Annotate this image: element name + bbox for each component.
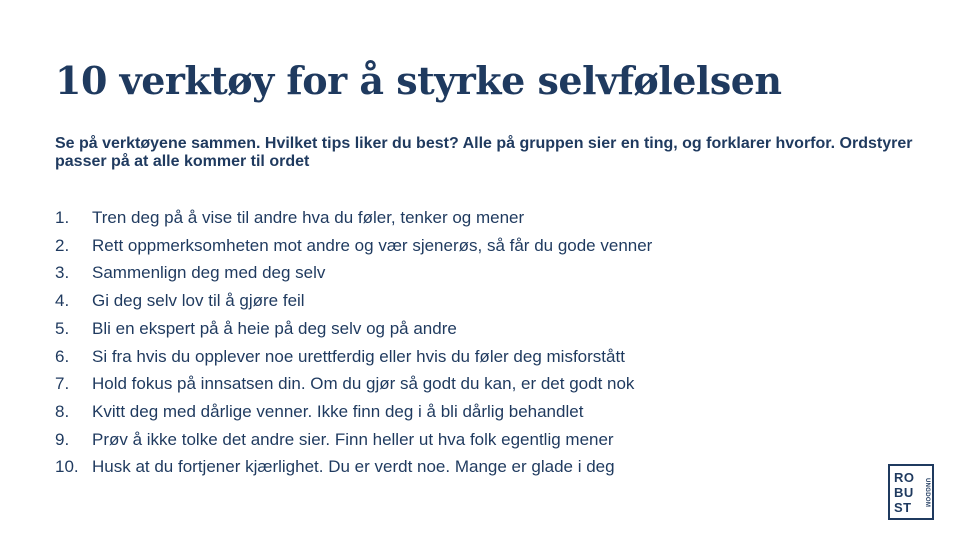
- list-item-text: Husk at du fortjener kjærlighet. Du er verdt noe. Mange er glade i deg: [92, 457, 615, 477]
- list-item-number: 10.: [55, 457, 79, 477]
- list-item-number: 1.: [55, 208, 70, 227]
- list-item: [55, 287, 652, 315]
- list-item-number: 5.: [55, 318, 70, 338]
- slide-intro: Se på verktøyene sammen. Hvilket tips liker du best? Alle på gruppen sier en ting, og forklarer hvorfor. Ordstyrer passer på at alle kommer til ordet: [55, 135, 913, 170]
- list-item-text: Hold fokus på innsatsen din. Om du gjør så godt du kan, er det godt nok: [92, 374, 635, 394]
- logo-side-text: UNGDOM: [924, 478, 930, 508]
- logo-line: RO: [894, 469, 915, 485]
- slide-title: 10 verktøy for å styrke selvfølelsen: [55, 58, 782, 103]
- list-item-text: Bli en ekspert på å heie på deg selv og på andre: [92, 318, 457, 338]
- list-item-number: 4.: [55, 291, 70, 311]
- list-item-text: Rett oppmerksomheten mot andre og vær sjenerøs, så får du gode venner: [92, 235, 653, 255]
- list-item: [55, 426, 652, 454]
- list-item: [55, 398, 652, 426]
- list-item: [55, 453, 652, 481]
- list-item-number: 7.: [55, 374, 70, 394]
- list-item-text: Sammenlign deg med deg selv: [92, 263, 326, 283]
- list-item-text: Tren deg på å vise til andre hva du føler, tenker og mener: [92, 208, 525, 227]
- logo-line: BU: [894, 484, 914, 500]
- list-item-number: 9.: [55, 429, 70, 449]
- logo-line: ST: [894, 499, 912, 515]
- list-item-text: Prøv å ikke tolke det andre sier. Finn heller ut hva folk egentlig mener: [92, 429, 614, 449]
- list-item-number: 8.: [55, 401, 70, 421]
- logo-letters: [894, 470, 915, 515]
- robust-logo: [888, 464, 934, 520]
- list-item-text: Si fra hvis du opplever noe urettferdig eller hvis du føler deg misforstått: [92, 346, 625, 366]
- list-item: [55, 343, 652, 371]
- list-item: [55, 259, 652, 287]
- list-item-text: Gi deg selv lov til å gjøre feil: [92, 291, 305, 311]
- list-item: [55, 204, 652, 232]
- list-item-number: 2.: [55, 235, 70, 255]
- tips-list: [55, 204, 652, 481]
- list-item-number: 6.: [55, 346, 70, 366]
- list-item-text: Kvitt deg med dårlige venner. Ikke finn deg i å bli dårlig behandlet: [92, 401, 584, 421]
- list-item: [55, 370, 652, 398]
- list-item: [55, 232, 652, 260]
- list-item: [55, 315, 652, 343]
- list-item-number: 3.: [55, 263, 70, 283]
